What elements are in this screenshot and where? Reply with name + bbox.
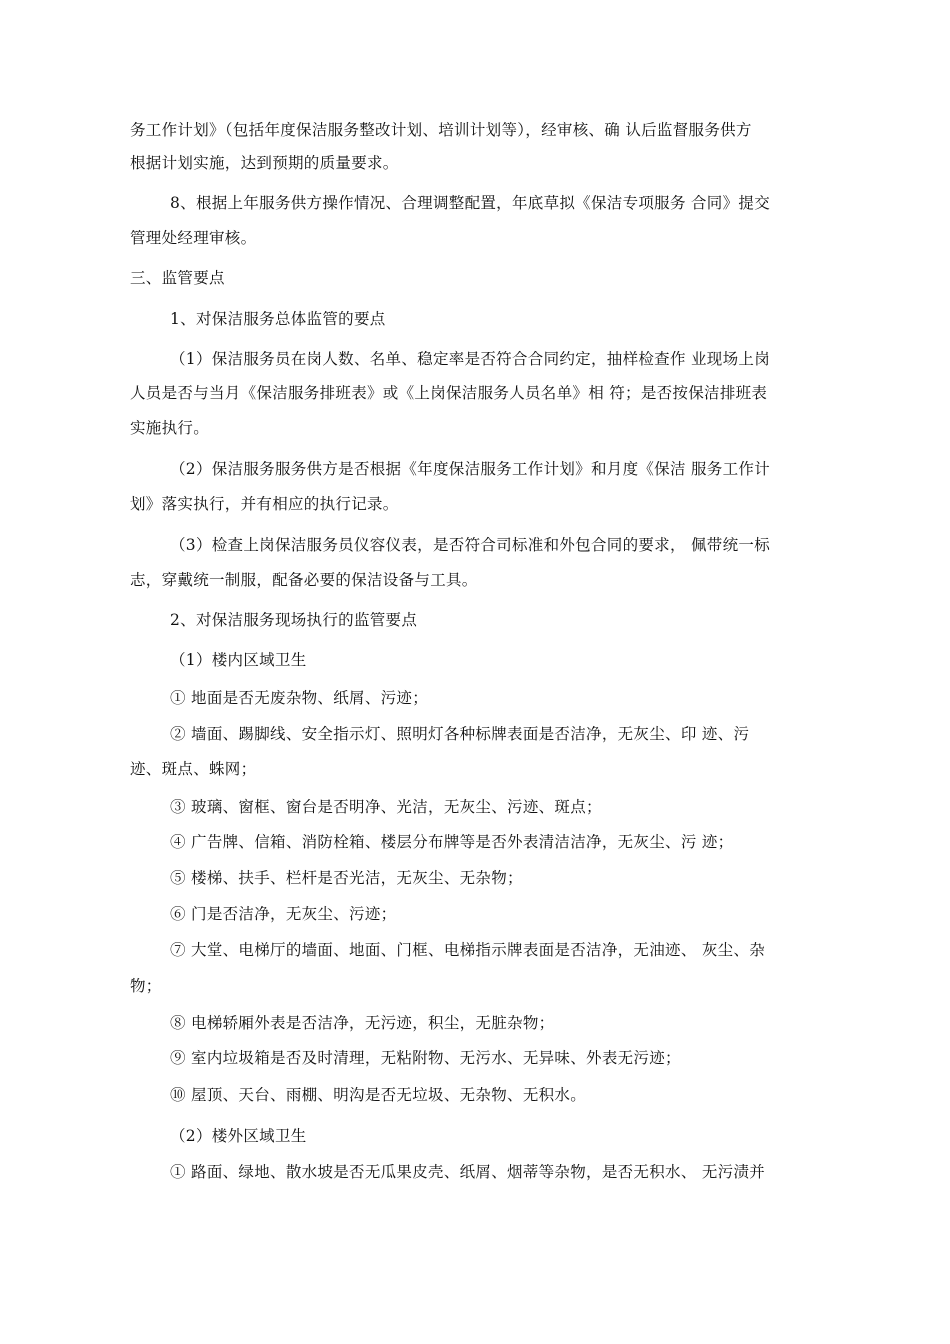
text-line: 迹、斑点、蛛网；	[130, 760, 257, 778]
list-item: ① 地面是否无废杂物、纸屑、污迹；	[170, 689, 429, 707]
subsection-heading: 1、对保洁服务总体监管的要点	[170, 310, 386, 328]
item-heading: （2）楼外区域卫生	[170, 1127, 307, 1145]
text-line: 划》落实执行，并有相应的执行记录。	[130, 495, 399, 513]
text-line: 人员是否与当月《保洁服务排班表》或《上岗保洁服务人员名单》相 符；是否按保洁排班表	[130, 384, 768, 402]
section-heading: 三、监管要点	[130, 269, 225, 287]
list-item: ⑨ 室内垃圾箱是否及时清理，无粘附物、无污水、无异味、外表无污迹；	[170, 1049, 681, 1067]
text-line: （1）保洁服务员在岗人数、名单、稳定率是否符合合同约定，抽样检查作 业现场上岗	[170, 350, 770, 368]
list-item: ⑥ 门是否洁净，无灰尘、污迹；	[170, 905, 397, 923]
text-line: （3）检查上岗保洁服务员仪容仪表，是否符合司标准和外包合同的要求， 佩带统一标	[170, 536, 770, 554]
list-item: ⑩ 屋顶、天台、雨棚、明沟是否无垃圾、无杂物、无积水。	[170, 1086, 587, 1104]
text-line: 志，穿戴统一制服，配备必要的保洁设备与工具。	[130, 571, 478, 589]
text-line: 物；	[130, 977, 162, 995]
text-line: 实施执行。	[130, 419, 210, 437]
list-item: ④ 广告牌、信箱、消防栓箱、楼层分布牌等是否外表清洁洁净，无灰尘、污 迹；	[170, 833, 734, 851]
text-line: 根据计划实施，达到预期的质量要求。	[130, 154, 399, 172]
text-line: 8、根据上年服务供方操作情况、合理调整配置，年底草拟《保洁专项服务 合同》提交	[170, 194, 770, 212]
text-line: 管理处经理审核。	[130, 229, 257, 247]
list-item: ⑧ 电梯轿厢外表是否洁净，无污迹，积尘，无脏杂物；	[170, 1014, 555, 1032]
text-line: （2）保洁服务服务供方是否根据《年度保洁服务工作计划》和月度《保洁 服务工作计	[170, 460, 770, 478]
list-item: ② 墙面、踢脚线、安全指示灯、照明灯各种标牌表面是否洁净，无灰尘、印 迹、污	[170, 725, 750, 743]
item-heading: （1）楼内区域卫生	[170, 651, 307, 669]
list-item: ⑦ 大堂、电梯厅的墙面、地面、门框、电梯指示牌表面是否洁净，无油迹、 灰尘、杂	[170, 941, 766, 959]
list-item: ① 路面、绿地、散水坡是否无瓜果皮壳、纸屑、烟蒂等杂物，是否无积水、 无污渍并	[170, 1163, 766, 1181]
list-item: ③ 玻璃、窗框、窗台是否明净、光洁，无灰尘、污迹、斑点；	[170, 798, 602, 816]
text-line: 务工作计划》（包括年度保洁服务整改计划、培训计划等），经审核、确 认后监督服务供方	[130, 121, 752, 139]
list-item: ⑤ 楼梯、扶手、栏杆是否光洁，无灰尘、无杂物；	[170, 869, 523, 887]
subsection-heading: 2、对保洁服务现场执行的监管要点	[170, 611, 418, 629]
